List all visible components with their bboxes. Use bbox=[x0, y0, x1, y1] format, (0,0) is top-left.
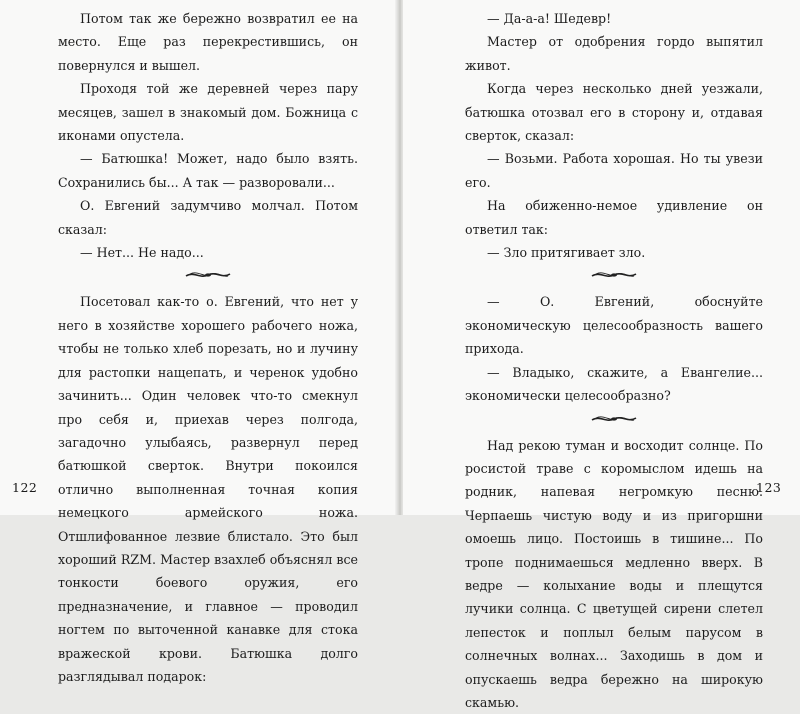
paragraph: Над рекою туман и восходит солнце. По росистой траве с коромыслом идешь на родник, напевая негромкую песню. Черпаешь чистую воду и из пригоршни омоешь лицо. Постоишь в тишине... По тропе поднимаешься медленно вверх. В ведре — колыхание воды и плещутся лучики солнца. С цветущей сирени слетел лепесток и поплыл белым парусом в солнечных волнах... Заходишь в дом и опускаешь ведра бережно на широкую скамью. bbox=[465, 434, 763, 714]
paragraph: — Зло притягивает зло. bbox=[465, 241, 763, 264]
ornament-divider bbox=[58, 263, 358, 287]
swash-ornament-icon bbox=[184, 270, 232, 280]
page-number: 123 bbox=[756, 480, 781, 495]
paragraph: — Владыко, скажите, а Евангелие... экономически целесообразно? bbox=[465, 361, 763, 408]
swash-ornament-icon bbox=[590, 270, 638, 280]
ornament-divider bbox=[465, 263, 763, 287]
paragraph: — О. Евгений, обоснуйте экономическую целесообразность вашего прихода. bbox=[465, 290, 763, 360]
paragraph: Когда через несколько дней уезжали, батюшка отозвал его в сторону и, отдавая сверток, сказал: bbox=[465, 77, 763, 147]
paragraph: — Возьми. Работа хорошая. Но ты увези его. bbox=[465, 147, 763, 194]
right-page-text bbox=[465, 7, 763, 714]
paragraph: На обиженно-немое удивление он ответил так: bbox=[465, 194, 763, 241]
paragraph: О. Евгений задумчиво молчал. Потом сказал: bbox=[58, 194, 358, 241]
left-page-text bbox=[58, 7, 358, 688]
page-number: 122 bbox=[12, 480, 37, 495]
paragraph: — Да-а-а! Шедевр! bbox=[465, 7, 763, 30]
paragraph: — Нет... Не надо... bbox=[58, 241, 358, 264]
right-page bbox=[403, 0, 800, 515]
paragraph: Проходя той же деревней через пару месяцев, зашел в знакомый дом. Божница с иконами опустела. bbox=[58, 77, 358, 147]
paragraph: — Батюшка! Может, надо было взять. Сохранились бы... А так — разворовали... bbox=[58, 147, 358, 194]
swash-ornament-icon bbox=[590, 414, 638, 424]
paragraph: Посетовал как-то о. Евгений, что нет у него в хозяйстве хорошего рабочего ножа, чтобы не только хлеб порезать, но и лучину для растопки нащепать, и черенок удобно зачинить... Один человек что-то смекнул про себя и, приехав через полгода, загадочно улыбаясь, развернул перед батюшкой сверток. Внутри покоился отлично выполненная точная копия немецкого армейского ножа. Отшлифованное лезвие блистало. Это был хороший RZM. Мастер взахлеб объяснял все тонкости боевого оружия, его предназначение, и главное — проводил ногтем по выточенной канавке для стока вражеской крови. Батюшка долго разглядывал подарок: bbox=[58, 290, 358, 688]
left-page bbox=[0, 0, 397, 515]
paragraph: Мастер от одобрения гордо выпятил живот. bbox=[465, 30, 763, 77]
ornament-divider bbox=[465, 407, 763, 431]
paragraph: Потом так же бережно возвратил ее на место. Еще раз перекрестившись, он повернулся и вышел. bbox=[58, 7, 358, 77]
